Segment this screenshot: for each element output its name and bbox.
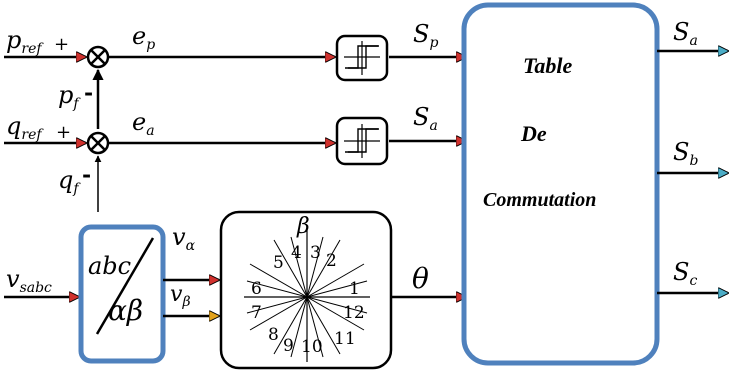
sector-number-11: 11	[334, 329, 356, 349]
sector-number-10: 10	[301, 337, 323, 357]
hysteresis-comparator-p	[337, 36, 387, 80]
v-sabc-label: $v_{sabc}$	[6, 265, 52, 296]
beta-axis-label: β	[297, 214, 310, 239]
transform-alpha-beta-label: αβ	[108, 294, 144, 327]
table-title-line2: De	[521, 121, 547, 146]
p-f-label: $p_f$	[58, 81, 79, 112]
p-ref-plus-sign: +	[54, 34, 70, 55]
summing-junction-p	[88, 47, 108, 67]
summing-junction-q	[88, 133, 108, 153]
v-alpha-label: $v_\alpha$	[172, 223, 196, 254]
q-f-minus-sign: -	[82, 162, 92, 188]
sector-number-12: 12	[343, 303, 365, 323]
q-ref-plus-sign: +	[56, 122, 72, 143]
table-title-line3: Commutation	[483, 189, 597, 211]
sector-number-9: 9	[283, 336, 294, 356]
sector-number-2: 2	[326, 251, 337, 271]
sector-number-4: 4	[291, 243, 302, 263]
sector-number-8: 8	[268, 325, 279, 345]
e-p-label: $e_p$	[132, 22, 156, 53]
e-a-label: $e_a$	[132, 108, 155, 139]
sector-number-5: 5	[273, 253, 284, 273]
q-ref-label: $q_{ref}$	[6, 112, 42, 143]
output-sa-label: $S_a$	[673, 18, 698, 49]
sector-number-6: 6	[251, 279, 262, 299]
output-sb-label: $S_b$	[673, 138, 699, 169]
output-sc-label: $S_c$	[673, 258, 698, 289]
sector-number-7: 7	[251, 303, 262, 323]
transform-abc-label: abc	[88, 252, 132, 280]
clarke-transform-block	[81, 227, 163, 361]
switching-table-block	[464, 5, 657, 363]
s-a-label: $S_a$	[413, 103, 438, 134]
sector-number-1: 1	[349, 279, 360, 299]
s-p-label: $S_p$	[413, 20, 439, 51]
v-beta-label: $v_\beta$	[170, 282, 191, 310]
theta-label: θ	[412, 262, 429, 295]
p-ref-label: $p_{ref}$	[6, 26, 42, 57]
sector-number-3: 3	[310, 243, 321, 263]
hysteresis-comparator-q	[337, 118, 387, 164]
table-title-line1: Table	[523, 53, 573, 78]
p-f-minus-sign: -	[84, 80, 94, 106]
q-f-label: $q_f$	[58, 166, 79, 197]
sector-detection-block	[221, 212, 391, 368]
